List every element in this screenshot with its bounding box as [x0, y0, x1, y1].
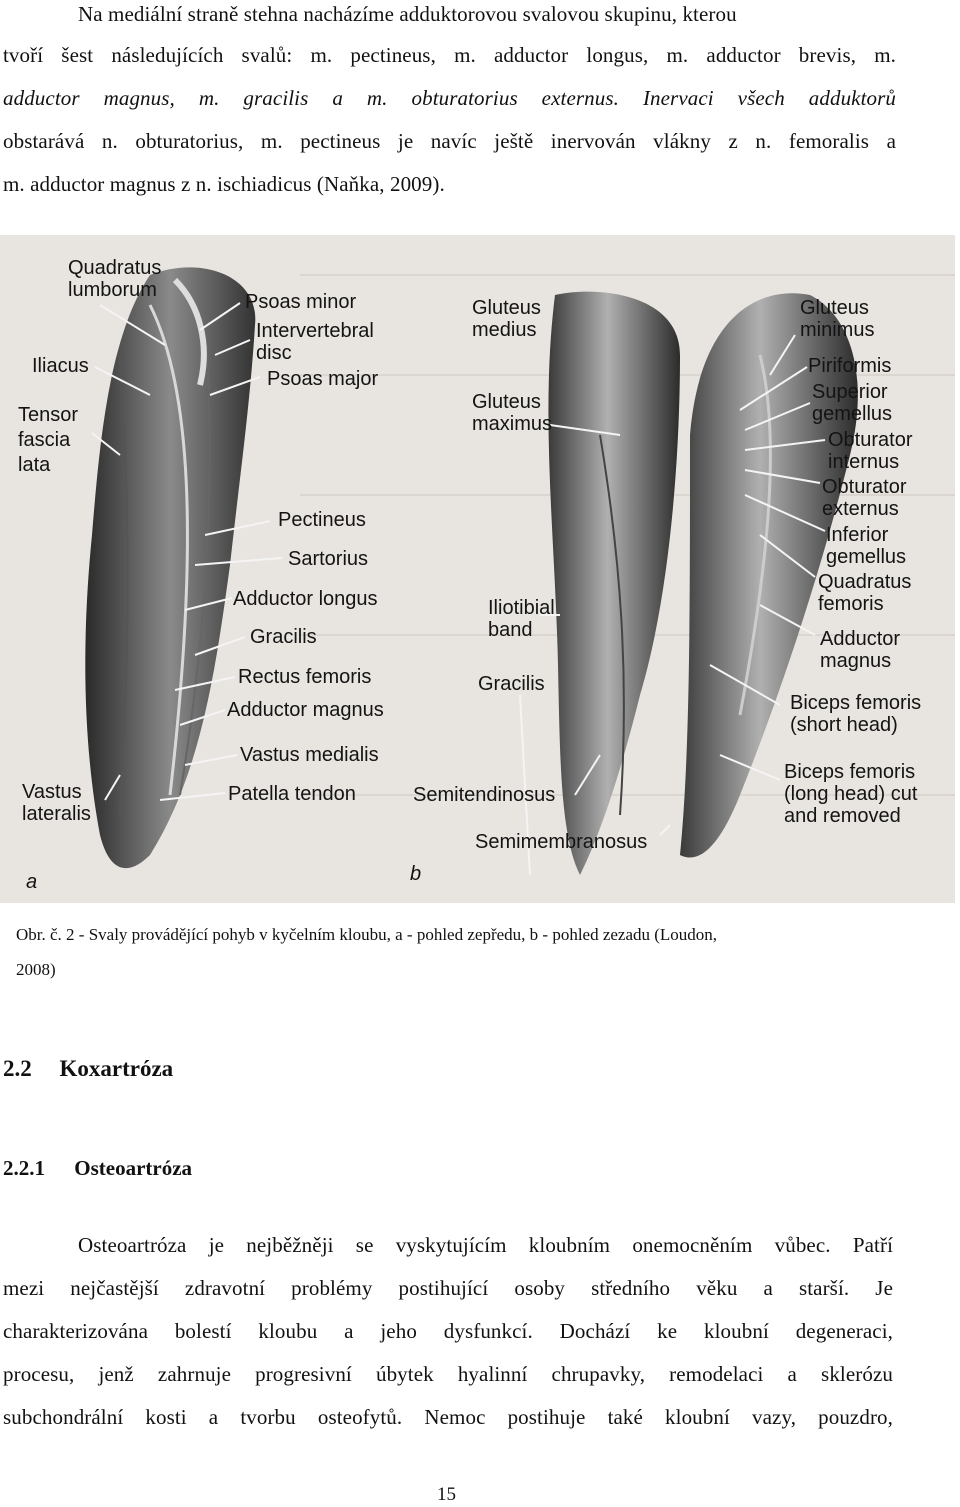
- label-rectus-femoris: Rectus femoris: [238, 666, 372, 688]
- intro-line-1: Na mediální straně stehna nacházíme adduktorovou svalovou skupinu, kterou: [78, 2, 737, 26]
- label-inferior-gemellus: Inferior gemellus: [826, 524, 907, 568]
- label-biceps-long: Biceps femoris (long head) cut and removed: [784, 761, 918, 827]
- intro-line-2: tvoří šest následujících svalů: m. pectineus, m. adductor longus, m. adductor brevis, m.: [3, 43, 896, 67]
- intro-line-4: obstarává n. obturatorius, m. pectineus je navíc ještě inervován vlákny z n. femoralis a: [3, 129, 896, 153]
- label-vastus-medialis: Vastus medialis: [240, 744, 379, 766]
- label-piriformis: Piriformis: [808, 355, 892, 377]
- label-panel-b: b: [410, 863, 422, 885]
- page-number: 15: [437, 1484, 456, 1505]
- posterior-thigh-shape: [548, 292, 680, 875]
- label-superior-gemellus: Superior gemellus: [812, 381, 893, 425]
- paragraph-line-4: procesu, jenž zahrnuje progresivní úbytek hyalinní chrupavky, remodelaci a sklerózu: [3, 1362, 893, 1386]
- intro-line-3: adductor magnus, m. gracilis a m. obturatorius externus. Inervaci všech adduktorů: [3, 86, 896, 110]
- label-quadratus-lumborum: Quadratus lumborum: [68, 257, 162, 301]
- label-semimembranosus: Semimembranosus: [475, 831, 648, 853]
- label-semitendinosus: Semitendinosus: [413, 784, 556, 806]
- label-quadratus-femoris: Quadratus femoris: [818, 571, 912, 615]
- label-adductor-magnus-a: Adductor magnus: [227, 699, 384, 721]
- label-intervertebral-disc: Intervertebral disc: [256, 320, 374, 364]
- anatomy-figure: [0, 235, 955, 903]
- section-title: Koxartróza: [59, 1056, 174, 1081]
- label-adductor-longus: Adductor longus: [233, 588, 378, 610]
- label-obturator-internus: Obturator internus: [828, 429, 913, 473]
- label-obturator-externus: Obturator externus: [822, 476, 907, 520]
- label-gluteus-medius: Gluteus medius: [472, 297, 541, 341]
- paragraph-line-2: mezi nejčastější zdravotní problémy postihující osoby středního věku a starší. Je: [3, 1276, 893, 1300]
- section-heading: [3, 1056, 173, 1082]
- intro-line-5: m. adductor magnus z n. ischiadicus (Naňka, 2009).: [3, 172, 445, 196]
- figure-caption-line-1: Obr. č. 2 - Svaly provádějící pohyb v kyčelním kloubu, a - pohled zepředu, b - pohled zezadu (Loudon,: [16, 925, 718, 944]
- label-sartorius: Sartorius: [288, 548, 369, 570]
- label-vastus-lateralis: Vastus lateralis: [22, 781, 91, 825]
- label-tensor-fascia-lata: Tensor fascia lata: [18, 404, 79, 476]
- label-panel-a: a: [26, 871, 38, 893]
- label-biceps-short: Biceps femoris (short head): [790, 692, 922, 736]
- label-gluteus-minimus: Gluteus minimus: [800, 297, 875, 341]
- label-psoas-major: Psoas major: [267, 368, 379, 390]
- section-number: 2.2: [3, 1056, 32, 1081]
- paragraph-line-3: charakterizována bolestí kloubu a jeho dysfunkcí. Dochází ke kloubní degeneraci,: [3, 1319, 893, 1343]
- label-psoas-minor: Psoas minor: [245, 291, 357, 313]
- label-iliacus: Iliacus: [32, 355, 89, 377]
- label-adductor-magnus-b: Adductor magnus: [820, 628, 901, 672]
- subsection-number: 2.2.1: [3, 1156, 45, 1180]
- figure-caption-line-2: 2008): [16, 960, 56, 979]
- paragraph-line-1: Osteoartróza je nejběžněji se vyskytujícím kloubním onemocněním vůbec. Patří: [78, 1233, 893, 1257]
- label-patella-tendon: Patella tendon: [228, 783, 356, 805]
- paragraph-line-5: subchondrální kosti a tvorbu osteofytů. Nemoc postihuje také kloubní vazy, pouzdro,: [3, 1405, 893, 1429]
- label-gracilis-b: Gracilis: [478, 673, 545, 695]
- label-pectineus: Pectineus: [278, 509, 366, 531]
- label-iliotibial-band: Iliotibial band: [488, 597, 555, 641]
- label-gluteus-maximus: Gluteus maximus: [472, 391, 553, 435]
- label-gracilis-a: Gracilis: [250, 626, 317, 648]
- subsection-heading: [3, 1156, 192, 1181]
- subsection-title: Osteoartróza: [74, 1156, 193, 1180]
